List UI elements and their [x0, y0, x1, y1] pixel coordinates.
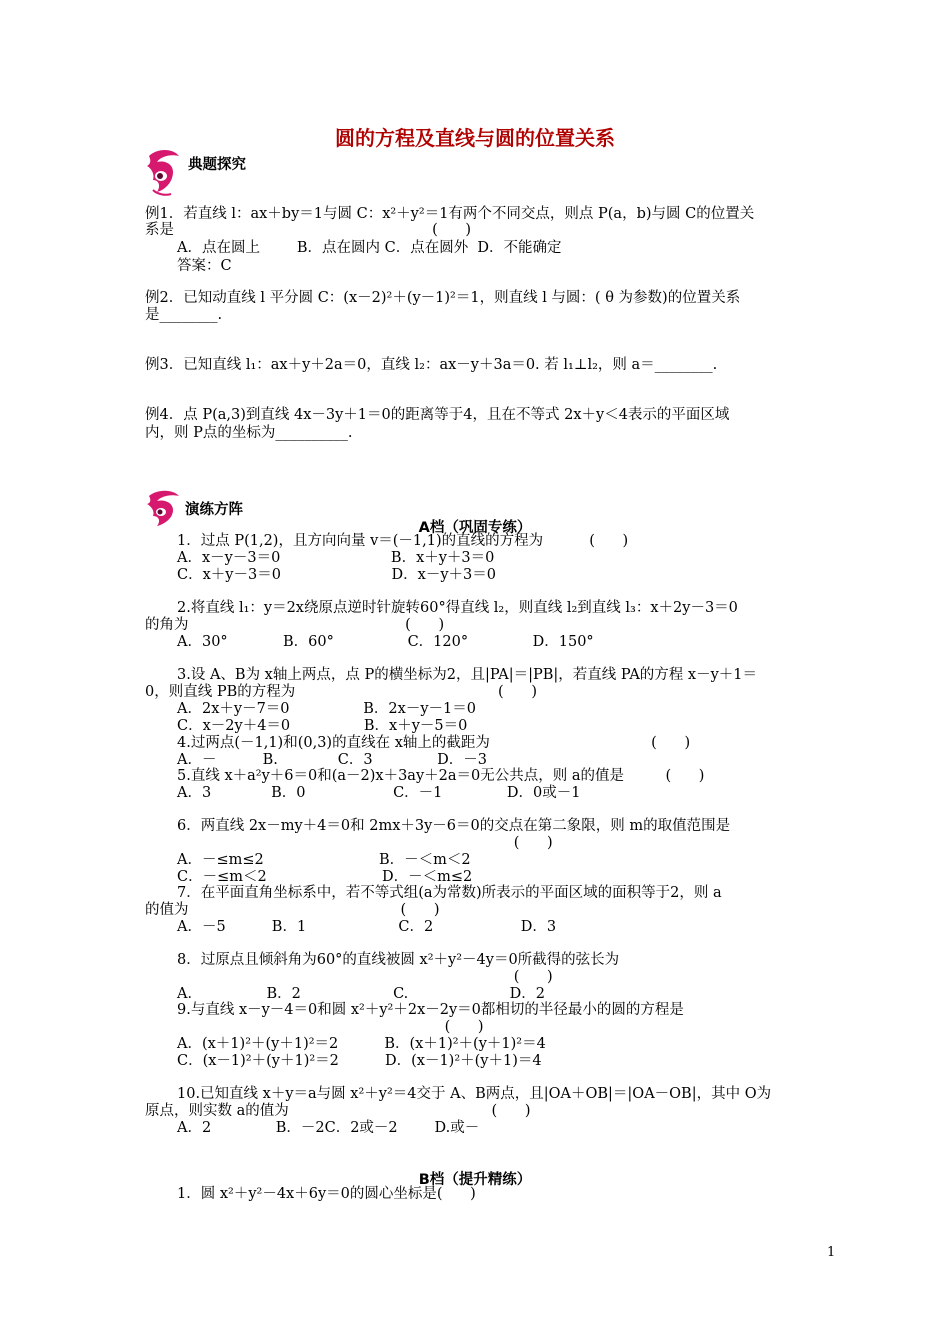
- question-line: A．－ B. C．3 D．－3: [177, 752, 487, 768]
- question-line: 10.已知直线 x＋y＝a与圆 x²＋y²＝4交于 A、B两点，且|OA＋OB|＝|OA－OB|，其中 O为: [177, 1086, 772, 1102]
- question-line: 7．在平面直角坐标系中，若不等式组(a为常数)所表示的平面区域的面积等于2，则 a: [177, 885, 722, 901]
- question-line: C．x＋y－3＝0 D．x－y＋3＝0: [177, 567, 496, 583]
- question-line: ( ): [145, 835, 553, 851]
- question-line: 的角为 ( ): [145, 617, 445, 633]
- question-line: A．－≤m≤2 B．－＜m＜2: [177, 852, 471, 868]
- page-number: 1: [827, 1245, 836, 1260]
- question-line: A．x－y－3＝0 B．x＋y＋3＝0: [177, 550, 495, 566]
- question-line: 1．过点 P(1,2)，且方向向量 v＝(－1,1)的直线的方程为 ( ): [177, 533, 629, 549]
- question-line: A． B．2 C. D．2: [177, 986, 546, 1002]
- question-line: A．30° B．60° C．120° D．150°: [177, 634, 594, 650]
- question-line: 0，则直线 PB的方程为 ( ): [145, 684, 538, 700]
- example-line: 内，则 P点的坐标为__________.: [145, 425, 353, 441]
- b-level-heading: B档（提升精练）: [418, 1172, 532, 1188]
- question-line: A．2x＋y－7＝0 B．2x－y－1＝0: [177, 701, 476, 717]
- question-line: 9.与直线 x－y－4＝0和圆 x²＋y²＋2x－2y＝0都相切的半径最小的圆的方程是: [177, 1002, 684, 1018]
- question-line: 的值为 ( ): [145, 902, 440, 918]
- question-line: C．(x－1)²＋(y＋1)²＝2 D．(x－1)²＋(y＋1)＝4: [177, 1053, 542, 1069]
- question-line: 原点，则实数 a的值为 ( ): [145, 1103, 531, 1119]
- example-line: A．点在圆上 B．点在圆内 C．点在圆外 D．不能确定: [177, 240, 562, 256]
- question-line: 3.设 A、B为 x轴上两点，点 P的横坐标为2，且|PA|＝|PB|，若直线 PA的方程 x－y＋1＝: [177, 667, 758, 683]
- example-line: 例3．已知直线 l₁：ax＋y＋2a＝0，直线 l₂：ax－y＋3a＝0. 若 l₁⊥l₂，则 a＝________.: [145, 357, 718, 373]
- question-line: ( ): [145, 969, 553, 985]
- example-line: 例2．已知动直线 l 平分圆 C：(x－2)²＋(y－1)²＝1，则直线 l 与圆：( θ 为参数)的位置关系: [145, 290, 741, 306]
- example-line: 是________.: [145, 307, 223, 323]
- page-title: 圆的方程及直线与圆的位置关系: [335, 126, 615, 150]
- question-line: A．2 B．－2C．2或－2 D.或－: [177, 1120, 480, 1136]
- example-line: 答案：C: [177, 258, 232, 274]
- question-line: A．－5 B．1 C．2 D．3: [177, 919, 557, 935]
- question-line: 2.将直线 l₁：y＝2x绕原点逆时针旋转60°得直线 l₂，则直线 l₂到直线 l₃：x＋2y－3＝0: [177, 600, 738, 616]
- question-line: ( ): [145, 1019, 484, 1035]
- question-line: 8．过原点且倾斜角为60°的直线被圆 x²＋y²－4y＝0所截得的弦长为: [177, 952, 620, 968]
- section-heading-practice: 演练方阵: [185, 502, 243, 518]
- example-line: 例1．若直线 l：ax＋by＝1与圆 C：x²＋y²＝1有两个不同交点，则点 P(a，b)与圆 C的位置关: [145, 206, 755, 222]
- question-line: C．－≤m＜2 D．－＜m≤2: [177, 869, 473, 885]
- question-line: 4.过两点(－1,1)和(0,3)的直线在 x轴上的截距为 ( ): [177, 735, 691, 751]
- question-line: 1．圆 x²＋y²－4x＋6y＝0的圆心坐标是( ): [177, 1186, 476, 1202]
- example-line: 系是 ( ): [145, 222, 472, 238]
- question-line: 5.直线 x＋a²y＋6＝0和(a－2)x＋3ay＋2a＝0无公共点，则 a的值是 ( ): [177, 768, 705, 784]
- question-line: A．(x＋1)²＋(y＋1)²＝2 B．(x＋1)²＋(y＋1)²＝4: [177, 1036, 546, 1052]
- section-heading-examples: 典题探究: [188, 157, 246, 173]
- example-line: 例4．点 P(a,3)到直线 4x－3y＋1＝0的距离等于4，且在不等式 2x＋y＜4表示的平面区域: [145, 407, 730, 423]
- dolphin-logo-icon: [143, 146, 185, 198]
- question-line: C．x－2y＋4＝0 B．x＋y－5＝0: [177, 718, 468, 734]
- question-line: 6．两直线 2x－my＋4＝0和 2mx＋3y－6＝0的交点在第二象限，则 m的取值范围是: [177, 818, 731, 834]
- question-line: A．3 B．0 C．－1 D．0或－1: [177, 785, 581, 801]
- a-level-heading: A档（巩固专练）: [418, 520, 532, 536]
